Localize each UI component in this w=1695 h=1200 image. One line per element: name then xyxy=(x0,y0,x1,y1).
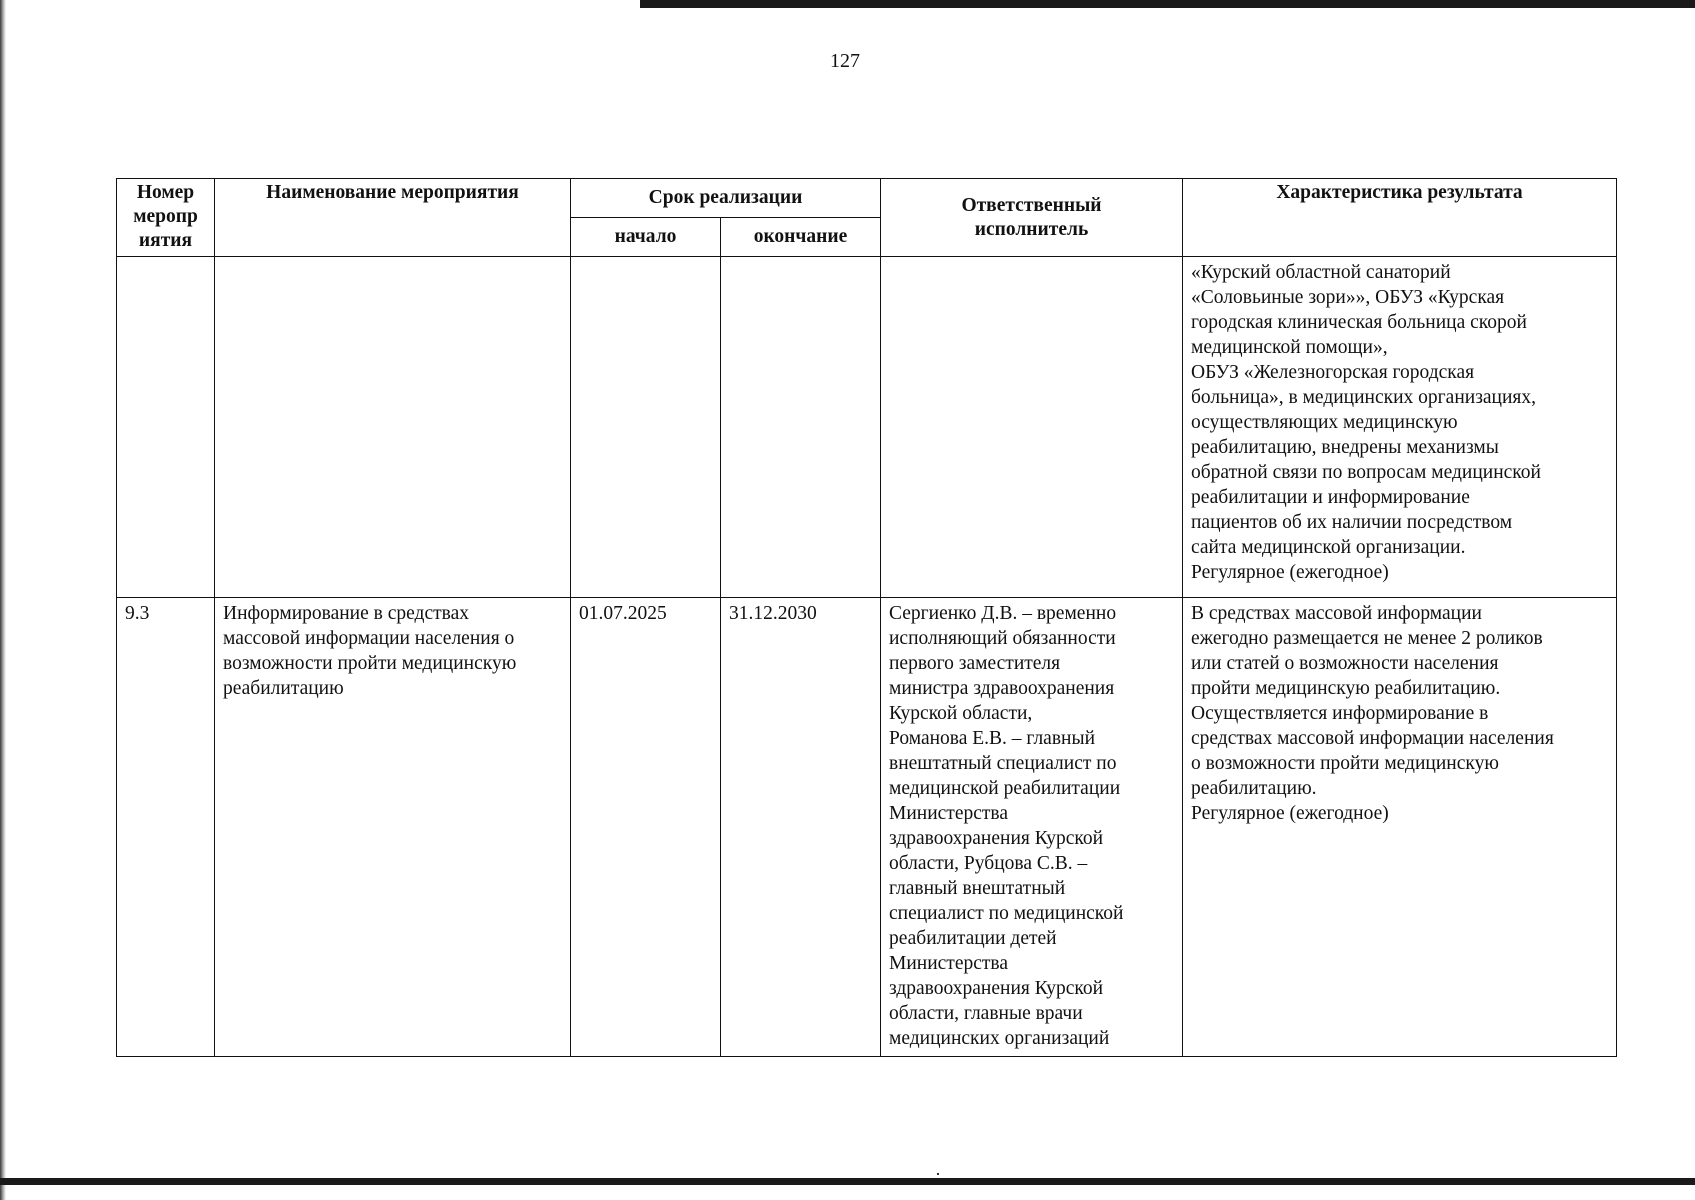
cell-end: 31.12.2030 xyxy=(721,598,881,1057)
scan-edge-left xyxy=(0,0,6,1200)
page-number: 127 xyxy=(830,50,860,72)
cell-name: Информирование в средствах массовой информации населения о возможности пройти медицинскую реабилитацию xyxy=(215,598,571,1057)
activities-table xyxy=(116,178,1617,1057)
table-header-row xyxy=(117,179,1617,218)
scan-speck xyxy=(937,1173,939,1175)
header-responsible: Ответственный исполнитель xyxy=(881,179,1183,257)
scan-edge-top xyxy=(640,0,1695,8)
cell-end xyxy=(721,257,881,598)
cell-result: «Курский областной санаторий «Соловьиные зори»», ОБУЗ «Курская городская клиническая больница скорой медицинской помощи», ОБУЗ «Железногорская городская больница», в медицинских организациях, осуществляющих медицинскую реабилитацию, внедрены механизмы обратной связи по вопросам медицинской реабилитации и информирование пациентов об их наличии посредством сайта медицинской организации. Регулярное (ежегодное) xyxy=(1183,257,1617,598)
cell-start xyxy=(571,257,721,598)
cell-name xyxy=(215,257,571,598)
header-number: Номер меропр иятия xyxy=(117,179,215,257)
header-end: окончание xyxy=(721,218,881,257)
table-row-9-3 xyxy=(117,598,1617,1057)
cell-start: 01.07.2025 xyxy=(571,598,721,1057)
scan-edge-bottom xyxy=(0,1178,1695,1185)
cell-number xyxy=(117,257,215,598)
header-period: Срок реализации xyxy=(571,179,881,218)
table-row-continuation xyxy=(117,257,1617,598)
header-name: Наименование мероприятия xyxy=(215,179,571,257)
header-start: начало xyxy=(571,218,721,257)
cell-result: В средствах массовой информации ежегодно размещается не менее 2 роликов или статей о возможности населения пройти медицинскую реабилитацию. Осуществляется информирование в средствах массовой информации населения о возможности пройти медицинскую реабилитацию. Регулярное (ежегодное) xyxy=(1183,598,1617,1057)
header-result: Характеристика результата xyxy=(1183,179,1617,257)
cell-responsible xyxy=(881,257,1183,598)
cell-responsible: Сергиенко Д.В. – временно исполняющий обязанности первого заместителя министра здравоохранения Курской области, Романова Е.В. – главный внештатный специалист по медицинской реабилитации Министерства здравоохранения Курской области, Рубцова С.В. – главный внештатный специалист по медицинской реабилитации детей Министерства здравоохранения Курской области, главные врачи медицинских организаций xyxy=(881,598,1183,1057)
cell-number: 9.3 xyxy=(117,598,215,1057)
